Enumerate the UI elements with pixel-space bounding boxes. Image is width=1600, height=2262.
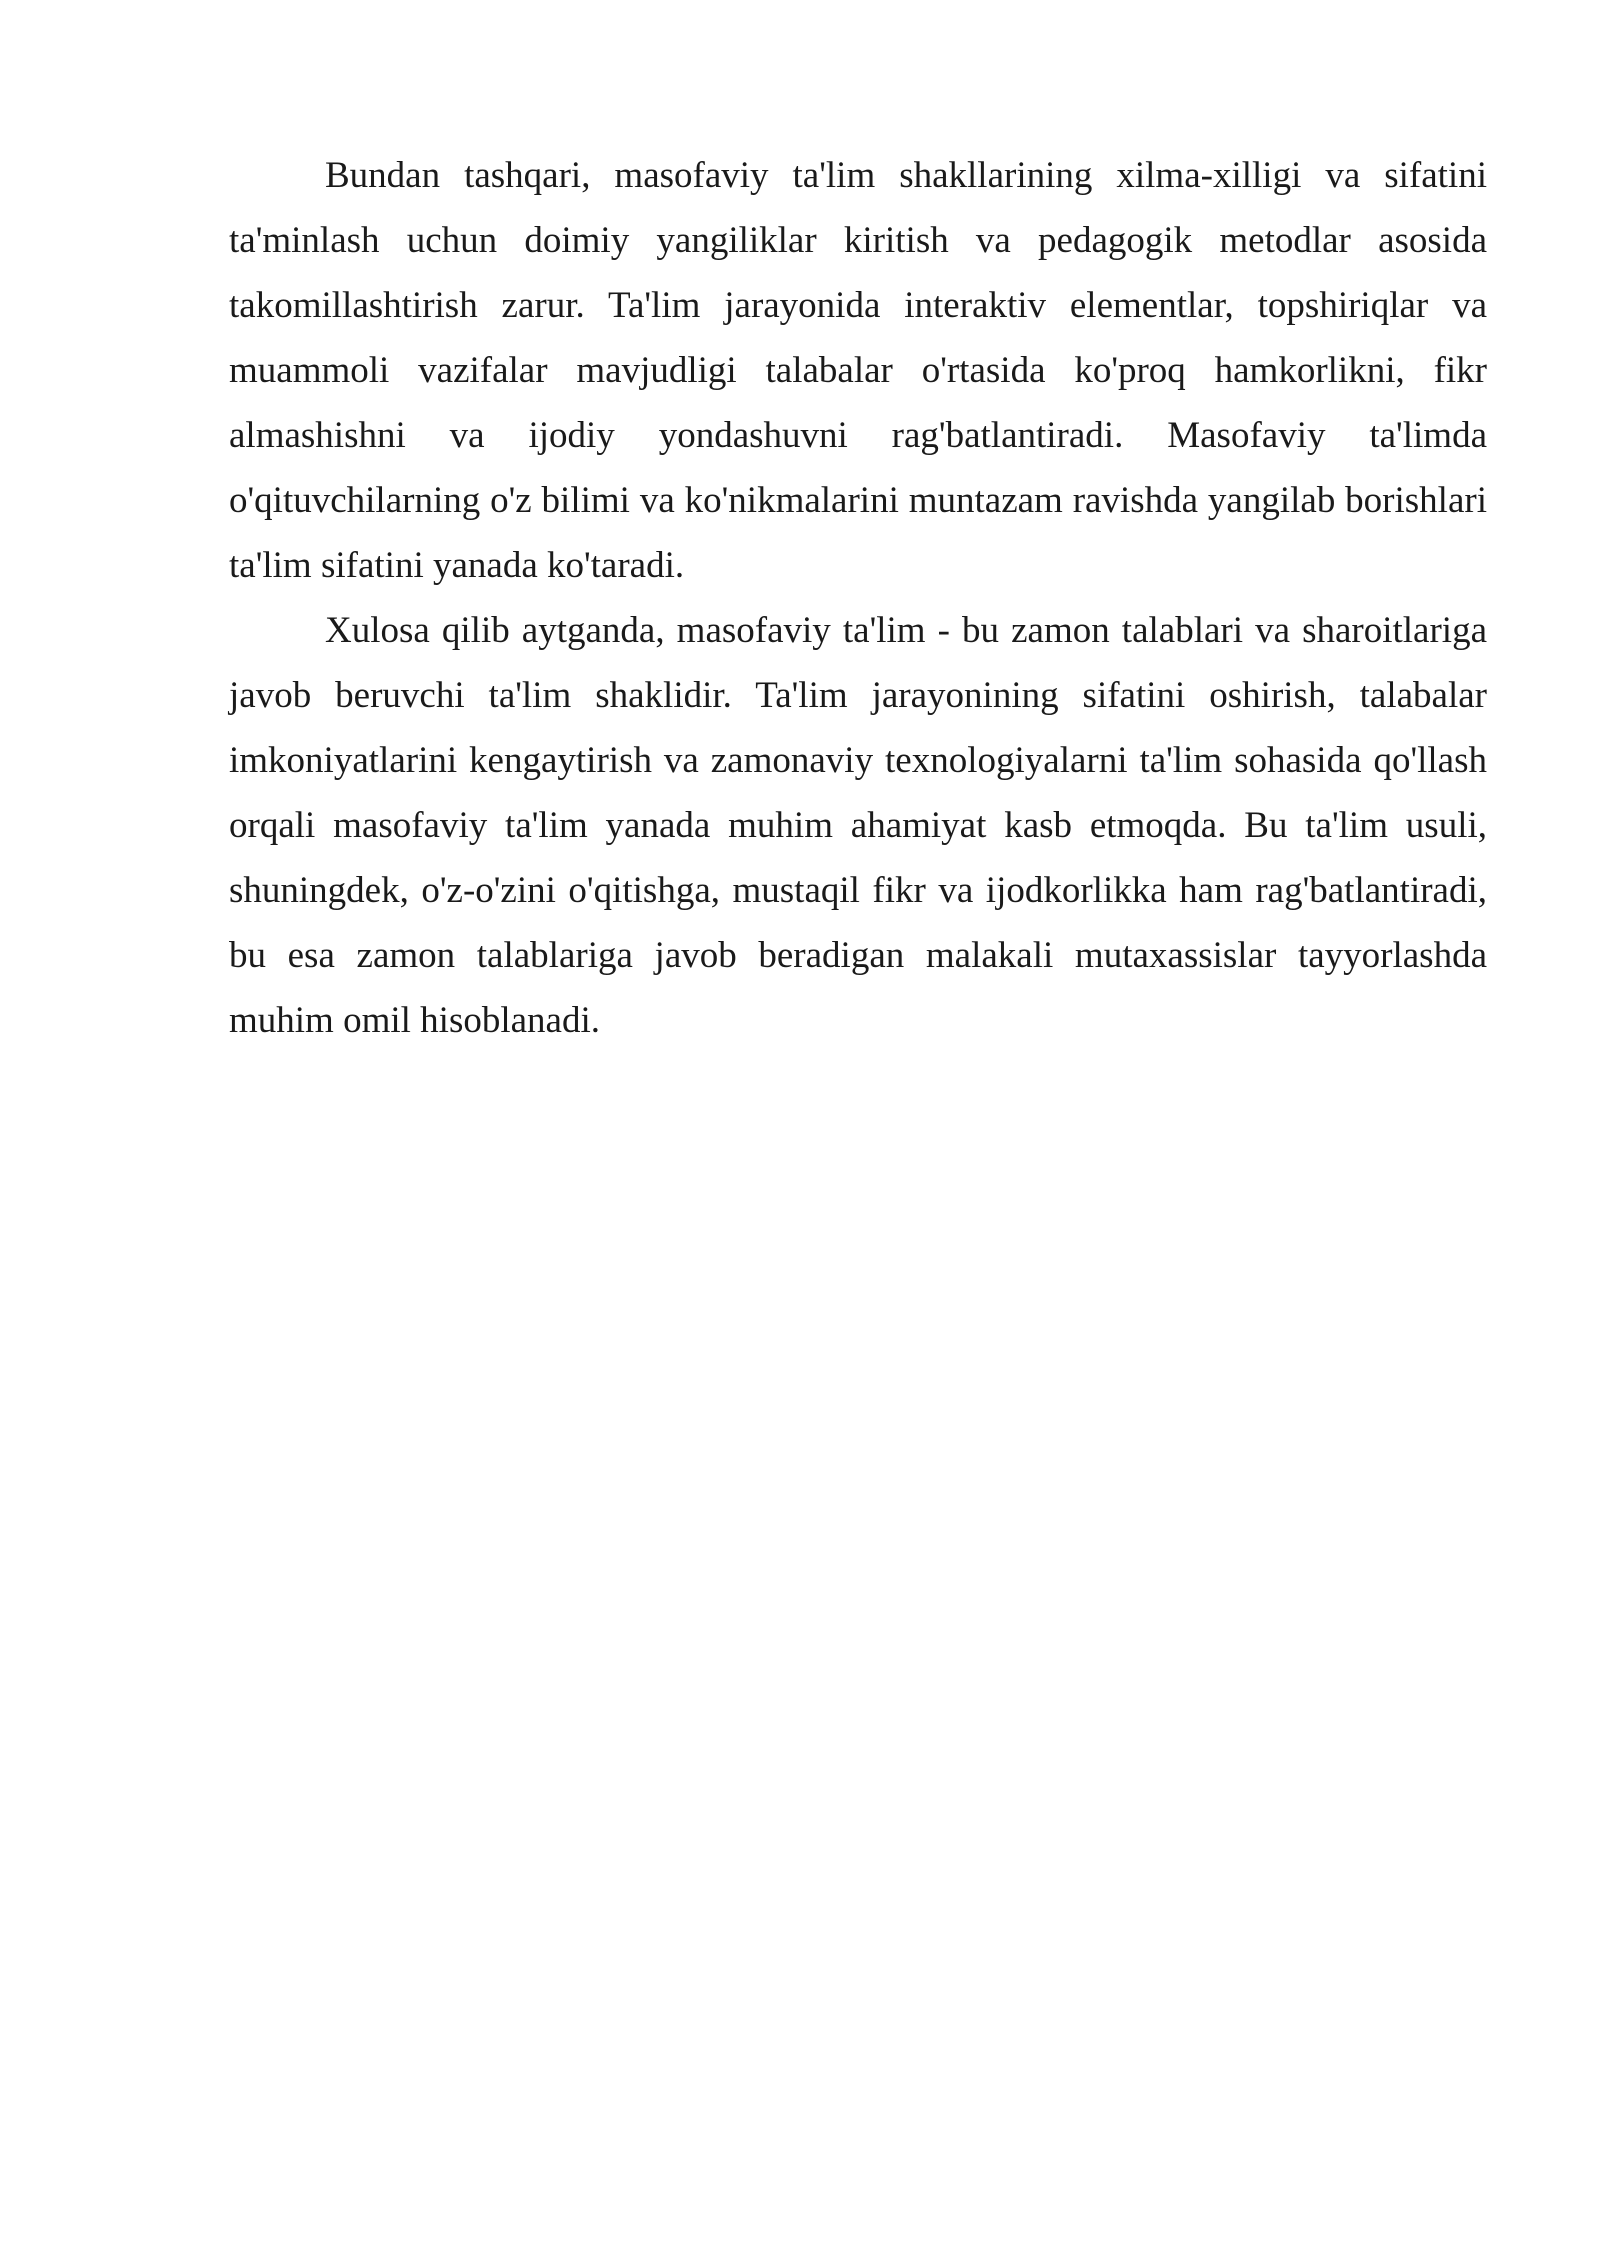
paragraph: Xulosa qilib aytganda, masofaviy ta'lim - bu zamon talablari va sharoitlariga javob beruvchi ta'lim shaklidir. Ta'lim jarayonining sifatini oshirish, talabalar imkoniyatlarini kengaytirish va zamonaviy texnologiyalarni ta'lim sohasida qo'llash orqali masofaviy ta'lim yanada muhim ahamiyat kasb etmoqda. Bu ta'lim usuli, shuningdek, o'z-o'zini o'qitishga, mustaqil fikr va ijodkorlikka ham rag'batlantiradi, bu esa zamon talablariga javob beradigan malakali mutaxassislar tayyorlashda muhim omil hisoblanadi.	[229, 610, 1487, 1041]
document-body	[229, 143, 1487, 1053]
paragraph: Bundan tashqari, masofaviy ta'lim shakllarining xilma-xilligi va sifatini ta'minlash uchun doimiy yangiliklar kiritish va pedagogik metodlar asosida takomillashtirish zarur. Ta'lim jarayonida interaktiv elementlar, topshiriqlar va muammoli vazifalar mavjudligi talabalar o'rtasida ko'proq hamkorlikni, fikr almashishni va ijodiy yondashuvni rag'batlantiradi. Masofaviy ta'limda o'qituvchilarning o'z bilimi va ko'nikmalarini muntazam ravishda yangilab borishlari ta'lim sifatini yanada ko'taradi.	[229, 155, 1487, 586]
